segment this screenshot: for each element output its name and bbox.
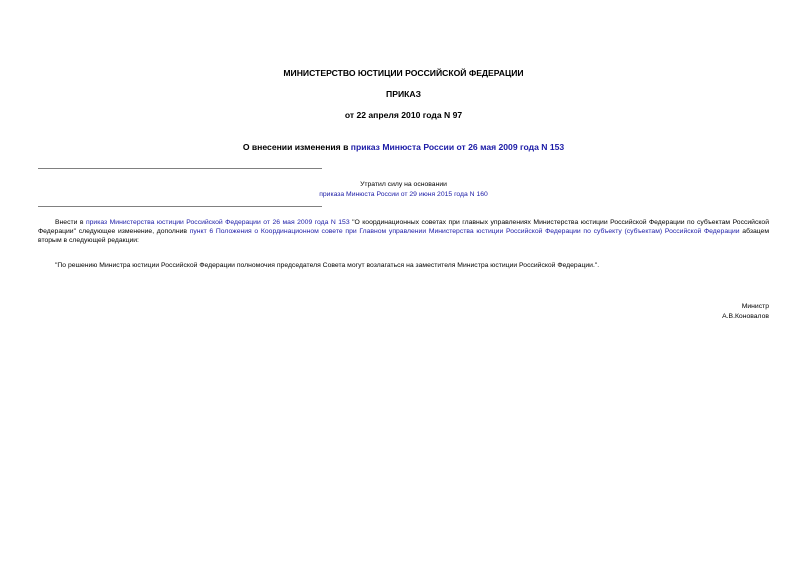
- link-order-153[interactable]: приказ Министерства юстиции Российской Федерации от 26 мая 2009 года N 153: [85, 219, 350, 226]
- document-title: [0, 142, 807, 153]
- document-type: ПРИКАЗ: [386, 89, 421, 99]
- document-date-number: от 22 апреля 2010 года N 97: [344, 110, 463, 120]
- title-prefix: О внесении изменения в: [242, 142, 351, 152]
- status-note-text: Утратил силу на основании: [360, 181, 447, 188]
- signature-name: А.В.Коновалов: [722, 313, 769, 320]
- ministry-heading: МИНИСТЕРСТВО ЮСТИЦИИ РОССИЙСКОЙ ФЕДЕРАЦИИ: [283, 68, 524, 78]
- amendment-text-1: Внести в: [55, 219, 86, 226]
- paragraph-new-text: "По решению Министра юстиции Российской Федерации полномочия председателя Совета могут возлагаться на заместителя Министра юстиции Российской Федерации.".: [55, 262, 600, 269]
- amendment-text-3: абзацем вторым в следующей редакции:: [38, 228, 769, 244]
- link-clause-6[interactable]: пункт 6 Положения о Координационном совете при Главном управлении Министерства юстиции Российской Федерации по субъекту (субъектам) Российской Федерации: [189, 228, 740, 235]
- paragraph-amendment: [38, 218, 769, 245]
- divider-top: [38, 168, 322, 169]
- title-link-order-153[interactable]: приказ Минюста России от 26 мая 2009 года N 153: [350, 142, 565, 152]
- divider-bottom: [38, 206, 322, 207]
- amendment-text-2: "О координационных советах при главных управлениях Министерства юстиции Российской Федерации по субъектам Российской Федерации" следующее изменение, дополнив: [38, 219, 770, 235]
- signature-position: Министр: [741, 303, 769, 310]
- status-note-link[interactable]: приказа Минюста России от 29 июня 2015 года N 160: [319, 191, 488, 198]
